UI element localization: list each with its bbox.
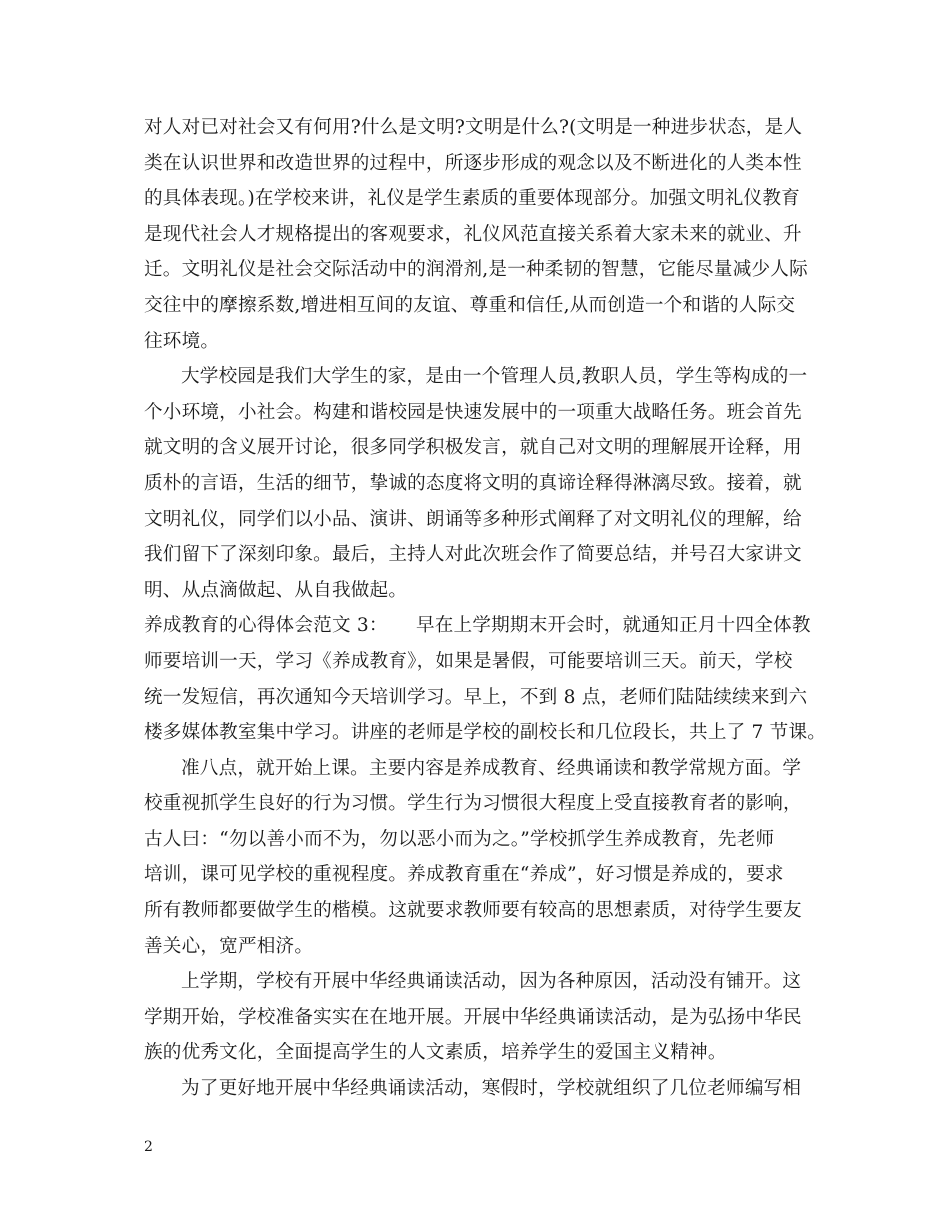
text-line: 是现代社会人才规格提出的客观要求，礼仪风范直接关系着大家未来的就业、升	[144, 223, 802, 245]
text-line: 类在认识世界和改造世界的过程中，所逐步形成的观念以及不断进化的人类本性	[144, 152, 802, 174]
text-line: 个小环境，小社会。构建和谐校园是快速发展中的一项重大战略任务。班会首先	[144, 401, 802, 423]
document-body	[144, 110, 827, 1107]
text-line: 明、从点滴做起、从自我做起。	[144, 579, 408, 601]
text-line: 往环境。	[144, 330, 220, 352]
text-line: 质朴的言语，生活的细节，挚诚的态度将文明的真谛诠释得淋漓尽致。接着，就	[144, 472, 802, 494]
text-line: 校重视抓学生良好的行为习惯。学生行为习惯很大程度上受直接教育者的影响，	[144, 793, 802, 815]
text-line: 准八点，就开始上课。主要内容是养成教育、经典诵读和教学常规方面。学	[181, 757, 802, 779]
paragraph-5	[144, 964, 818, 1071]
paragraph-4	[144, 751, 818, 965]
text-line: 文明礼仪，同学们以小品、演讲、朗诵等多种形式阐释了对文明礼仪的理解，给	[144, 508, 802, 530]
text-line: 所有教师都要做学生的楷模。这就要求教师要有较高的思想素质，对待学生要友	[144, 900, 802, 922]
paragraph-6	[144, 1071, 818, 1107]
page-number: 2	[144, 1139, 153, 1155]
text-line: 我们留下了深刻印象。最后，主持人对此次班会作了简要总结，并号召大家讲文	[144, 544, 802, 566]
text-line: 迁。文明礼仪是社会交际活动中的润滑剂,是一种柔韧的智慧，它能尽量减少人际	[144, 259, 808, 281]
text-line: 统一发短信，再次通知今天培训学习。早上，不到 8 点，老师们陆陆续续来到六	[144, 686, 808, 708]
text-line: 大学校园是我们大学生的家，是由一个管理人员,教职人员，学生等构成的一	[181, 366, 808, 388]
paragraph-2	[144, 359, 818, 608]
text-line: 楼多媒体教室集中学习。讲座的老师是学校的副校长和几位段长，共上了 7 节课。	[144, 722, 827, 744]
text-line: 就文明的含义展开讨论，很多同学积极发言，就自己对文明的理解展开诠释，用	[144, 437, 802, 459]
text-line: 培训，课可见学校的重视程度。养成教育重在“养成”，好习惯是养成的，要求	[144, 864, 784, 886]
text-line: 为了更好地开展中华经典诵读活动，寒假时，学校就组织了几位老师编写相	[181, 1078, 802, 1100]
text-line: 对人对已对社会又有何用?什么是文明?文明是什么?(文明是一种进步状态，是人	[144, 117, 803, 138]
text-line: 上学期，学校有开展中华经典诵读活动，因为各种原因，活动没有铺开。这	[181, 971, 802, 993]
text-line: 族的优秀文化，全面提高学生的人文素质，培养学生的爱国主义精神。	[144, 1042, 727, 1064]
text-line: 的具体表现。)在学校来讲，礼仪是学生素质的重要体现部分。加强文明礼仪教育	[144, 188, 800, 210]
text-line: 学期开始，学校准备实实在在地开展。开展中华经典诵读活动，是为弘扬中华民	[144, 1006, 802, 1028]
text-line: 交往中的摩擦系数,增进相互间的友谊、尊重和信任,从而创造一个和谐的人际交	[144, 294, 796, 316]
text-line: 古人曰：“勿以善小而不为，勿以恶小而为之。”学校抓学生养成教育，先老师	[144, 828, 775, 850]
paragraph-3	[144, 608, 827, 750]
text-line: 养成教育的心得体会范文 3： 早在上学期期末开会时，就通知正月十四全体教	[144, 615, 811, 637]
paragraph-1	[144, 110, 818, 359]
text-line: 师要培训一天，学习《养成教育》，如果是暑假，可能要培训三天。前天，学校	[144, 650, 793, 672]
text-line: 善关心，宽严相济。	[144, 935, 314, 957]
